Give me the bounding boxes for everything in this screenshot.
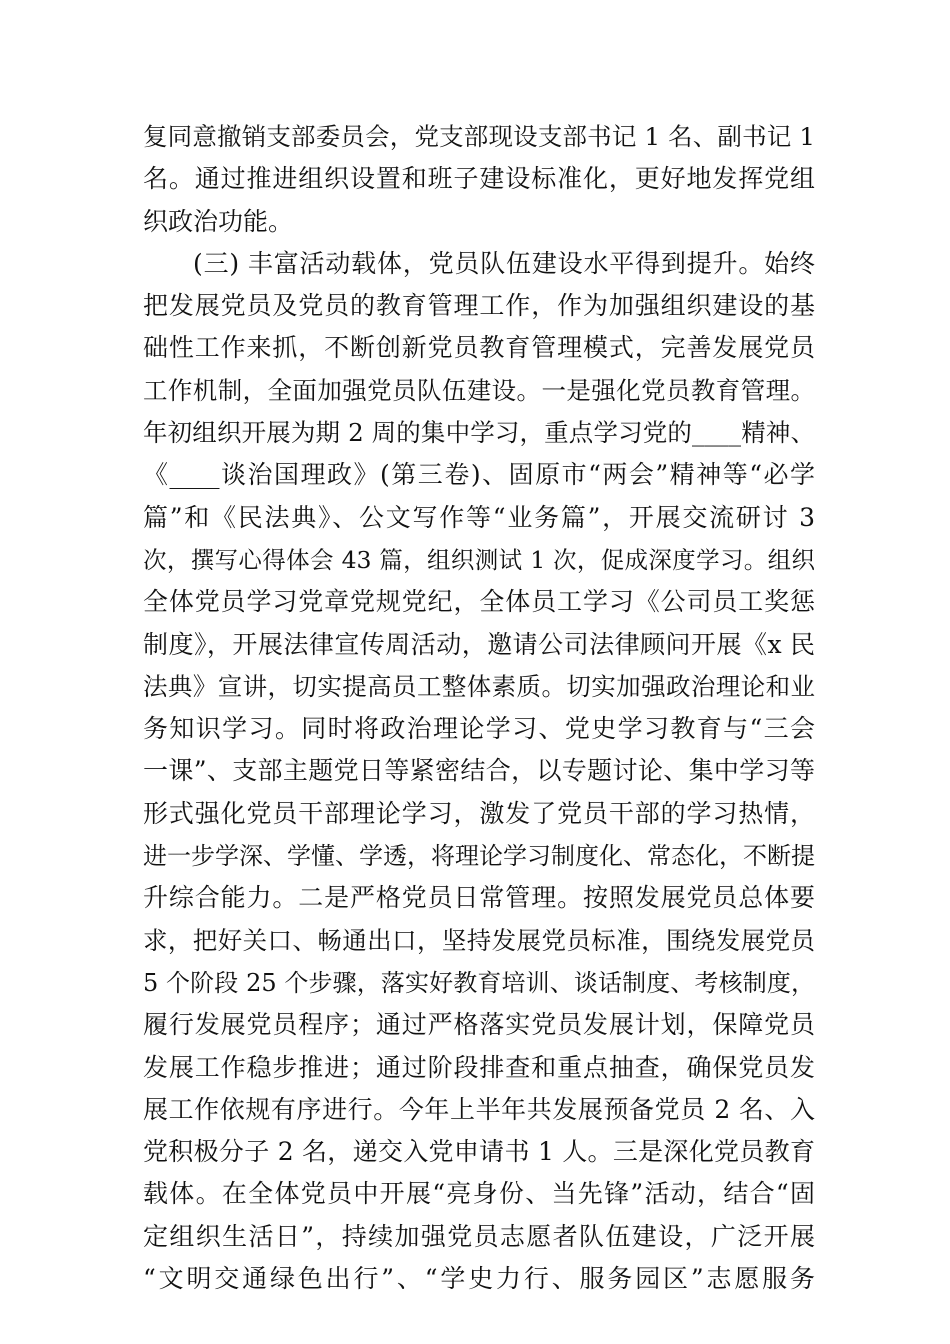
text-line: “文明交通绿色出行”、“学史力行、服务园区”志愿服务 bbox=[143, 1264, 815, 1294]
text-line: 复同意撤销支部委员会，党支部现设支部书记 1 名、副书记 1 bbox=[143, 122, 815, 151]
text-line: 务知识学习。同时将政治理论学习、党史学习教育与“三会 bbox=[143, 714, 815, 744]
text-line: 履行发展党员程序；通过严格落实党员发展计划，保障党员 bbox=[143, 1010, 815, 1040]
text-line: 次，撰写心得体会 43 篇，组织测试 1 次，促成深度学习。组织 bbox=[143, 545, 815, 574]
text-line: 发展工作稳步推进；通过阶段排查和重点抽查，确保党员发 bbox=[143, 1052, 815, 1082]
text-line: 定组织生活日”，持续加强党员志愿者队伍建设，广泛开展 bbox=[143, 1221, 815, 1251]
text-line: 篇”和《民法典》、公文写作等“业务篇”，开展交流研讨 3 bbox=[143, 502, 815, 532]
text-line: 全体党员学习党章党规党纪，全体员工学习《公司员工奖惩 bbox=[143, 587, 815, 617]
text-line: 展工作依规有序进行。今年上半年共发展预备党员 2 名、入 bbox=[143, 1094, 815, 1124]
text-line: 名。通过推进组织设置和班子建设标准化，更好地发挥党组 bbox=[143, 164, 815, 194]
body-text bbox=[143, 116, 815, 1300]
text-line: 党积极分子 2 名，递交入党申请书 1 人。三是深化党员教育 bbox=[143, 1137, 815, 1167]
text-line: 《____谈治国理政》(第三卷)、固原市“两会”精神等“必学 bbox=[143, 460, 815, 490]
text-line: 把发展党员及党员的教育管理工作，作为加强组织建设的基 bbox=[143, 291, 815, 321]
text-line: 法典》宣讲，切实提高员工整体素质。切实加强政治理论和业 bbox=[143, 671, 815, 701]
text-line: 求，把好关口、畅通出口，坚持发展党员标准，围绕发展党员 bbox=[143, 925, 815, 955]
text-line: 年初组织开展为期 2 周的集中学习，重点学习党的____精神、 bbox=[143, 418, 815, 448]
text-line: 5 个阶段 25 个步骤，落实好教育培训、谈话制度、考核制度， bbox=[143, 968, 815, 997]
text-line: 载体。在全体党员中开展“亮身份、当先锋”活动，结合“固 bbox=[143, 1179, 815, 1209]
text-line: 织政治功能。 bbox=[143, 206, 294, 236]
text-line: 一课”、支部主题党日等紧密结合，以专题讨论、集中学习等 bbox=[143, 756, 815, 786]
text-line: 工作机制，全面加强党员队伍建设。一是强化党员教育管理。 bbox=[143, 375, 815, 405]
text-line: 制度》，开展法律宣传周活动，邀请公司法律顾问开展《x 民 bbox=[143, 629, 815, 659]
text-line: 础性工作来抓，不断创新党员教育管理模式，完善发展党员 bbox=[143, 333, 815, 363]
text-line: 进一步学深、学懂、学透，将理论学习制度化、常态化，不断提 bbox=[143, 842, 815, 871]
section-heading-line: (三) 丰富活动载体，党员队伍建设水平得到提升。始终 bbox=[193, 248, 815, 278]
text-line: 升综合能力。二是严格党员日常管理。按照发展党员总体要 bbox=[143, 883, 815, 913]
text-line: 形式强化党员干部理论学习，激发了党员干部的学习热情， bbox=[143, 798, 815, 828]
